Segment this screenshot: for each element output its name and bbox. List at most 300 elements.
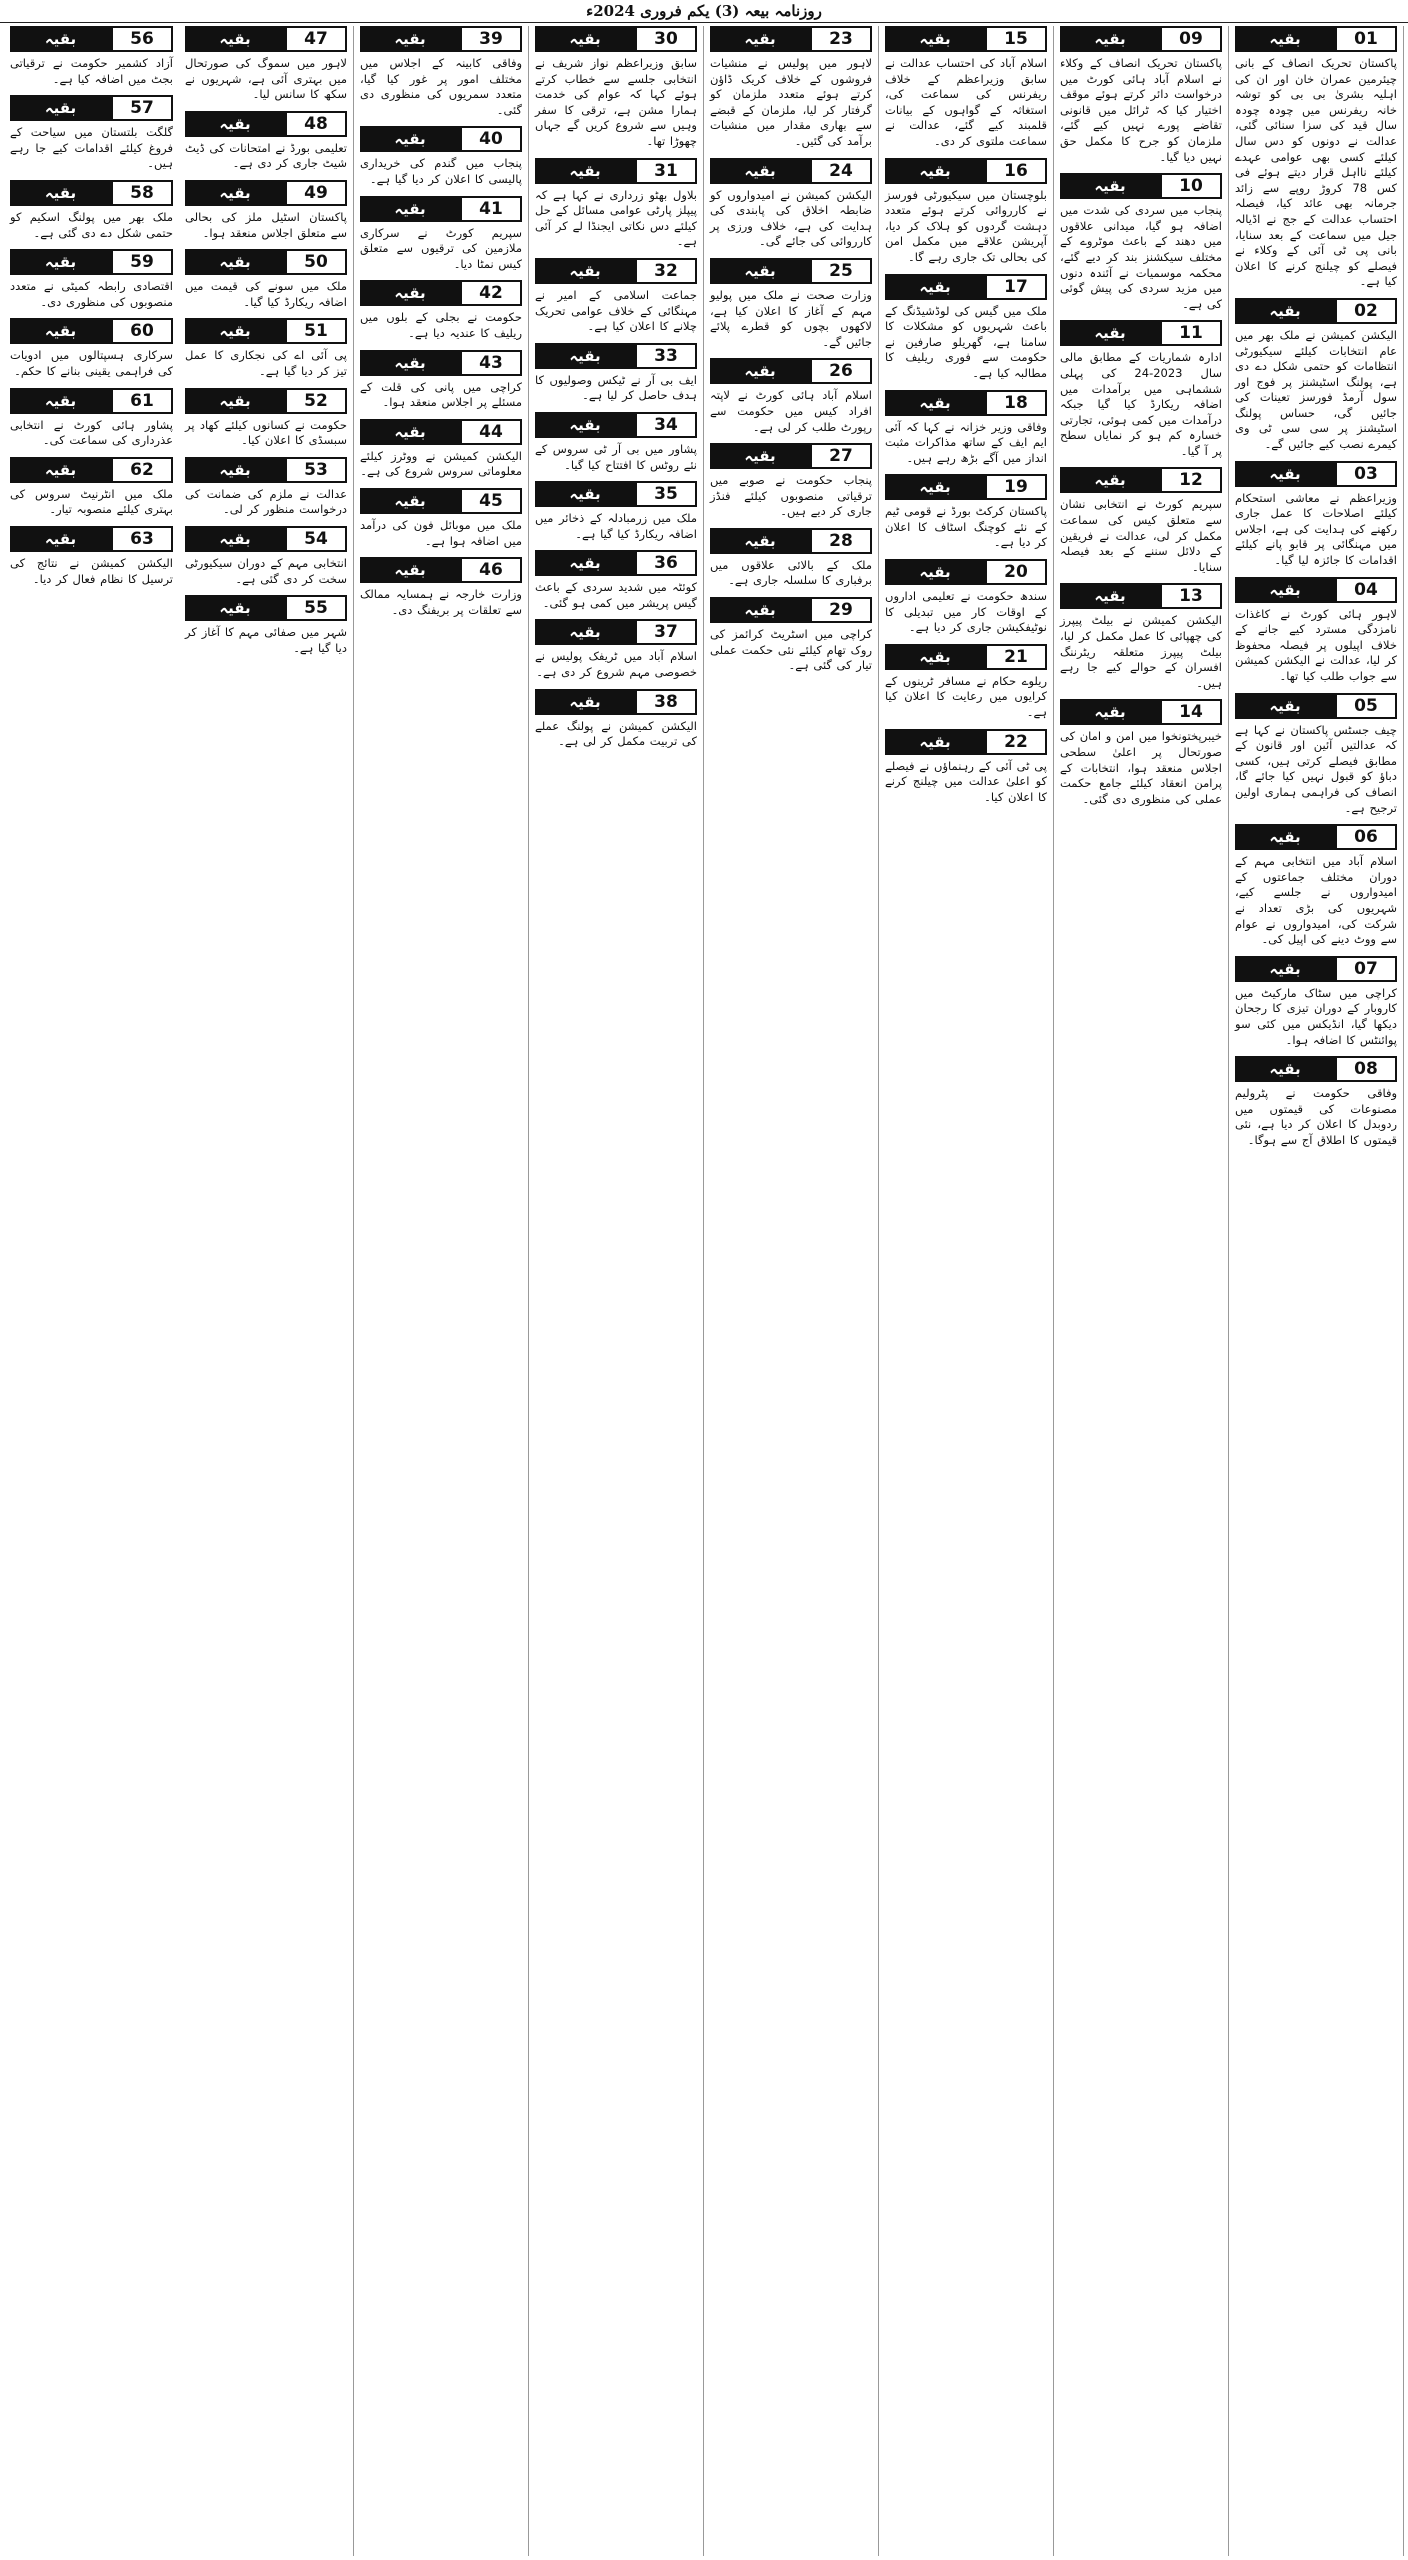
article-text: چیف جسٹس پاکستان نے کہا ہے کہ عدالتیں آئین اور قانون کے مطابق فیصلے کرتی ہیں، کسی دباؤ کو قبول نہیں کیا جائے گا، انصاف کی فراہمی ہماری اولین ترجیح ہے۔ xyxy=(1235,722,1397,815)
article-text: جماعت اسلامی کے امیر نے مہنگائی کے خلاف عوامی تحریک چلانے کا اعلان کیا ہے۔ xyxy=(535,287,697,334)
continuation-number: 18 xyxy=(985,390,1047,416)
continuation-number: 60 xyxy=(111,318,173,344)
continuation-block xyxy=(360,488,522,549)
article-text: کراچی میں پانی کی قلت کے مسئلے پر اجلاس منعقد ہوا۔ xyxy=(360,379,522,410)
continuation-block xyxy=(360,419,522,480)
article-text: الیکشن کمیشن نے پولنگ عملے کی تربیت مکمل کر لی ہے۔ xyxy=(535,718,697,749)
continuation-block xyxy=(710,528,872,589)
continuation-label: بقیہ xyxy=(10,180,111,206)
article-text: سپریم کورٹ نے سرکاری ملازمین کی ترقیوں سے متعلق کیس نمٹا دیا۔ xyxy=(360,225,522,271)
continuation-block xyxy=(1235,1056,1397,1148)
continuation-number: 20 xyxy=(985,559,1047,585)
article-text: وفاقی کابینہ کے اجلاس میں مختلف امور پر غور کیا گیا، متعدد سمریوں کی منظوری دی گئی۔ xyxy=(360,56,522,117)
continuation-block xyxy=(710,158,872,250)
article-text: الیکشن کمیشن نے ووٹرز کیلئے معلوماتی سروس شروع کی ہے۔ xyxy=(360,448,522,479)
continuation-label: بقیہ xyxy=(535,412,635,438)
continuation-number: 01 xyxy=(1335,26,1397,52)
continuation-label: بقیہ xyxy=(185,318,285,344)
continuation-label: بقیہ xyxy=(710,26,810,52)
continuation-tag xyxy=(535,619,697,645)
continuation-tag xyxy=(535,258,697,284)
continuation-number: 63 xyxy=(111,526,173,552)
continuation-block xyxy=(885,474,1047,551)
article-text: پاکستان کرکٹ بورڈ نے قومی ٹیم کے نئے کوچنگ اسٹاف کا اعلان کر دیا ہے۔ xyxy=(885,504,1047,550)
continuation-label: بقیہ xyxy=(10,249,111,275)
continuation-number: 24 xyxy=(810,158,872,184)
continuation-label: بقیہ xyxy=(1060,699,1160,725)
continuation-label: بقیہ xyxy=(10,26,111,52)
article-text: گلگت بلتستان میں سیاحت کے فروغ کیلئے اقدامات کیے جا رہے ہیں۔ xyxy=(10,125,173,171)
continuation-tag xyxy=(1235,577,1397,603)
continuation-number: 17 xyxy=(985,274,1047,300)
continuation-label: بقیہ xyxy=(10,388,111,414)
continuation-tag xyxy=(1060,699,1222,725)
continuation-tag xyxy=(185,595,347,621)
continuation-tag xyxy=(10,95,173,121)
article-text: لاہور ہائی کورٹ نے کاغذات نامزدگی مسترد کیے جانے کے خلاف اپیلوں پر فیصلہ محفوظ کر لیا، عدالت نے الیکشن کمیشن سے جواب طلب کیا تھا۔ xyxy=(1235,606,1397,683)
article-text: ریلوے حکام نے مسافر ٹرینوں کے کرایوں میں رعایت کا اعلان کیا ہے۔ xyxy=(885,673,1047,720)
continuation-label: بقیہ xyxy=(535,258,635,284)
continuation-number: 05 xyxy=(1335,693,1397,719)
continuation-label: بقیہ xyxy=(185,388,285,414)
continuation-tag xyxy=(710,597,872,623)
continuation-number: 55 xyxy=(285,595,347,621)
continuation-tag xyxy=(360,488,522,514)
article-text: حکومت نے بجلی کے بلوں میں ریلیف کا عندیہ دیا ہے۔ xyxy=(360,310,522,340)
continuation-block xyxy=(885,158,1047,266)
continuation-number: 34 xyxy=(635,412,697,438)
continuation-label: بقیہ xyxy=(360,280,460,306)
continuation-label: بقیہ xyxy=(185,526,285,552)
continuation-tag xyxy=(535,481,697,507)
continuation-tag xyxy=(1235,956,1397,982)
continuation-block xyxy=(185,26,347,103)
continuation-label: بقیہ xyxy=(710,158,810,184)
text-column xyxy=(179,26,354,2556)
continuation-block xyxy=(1235,693,1397,817)
continuation-number: 02 xyxy=(1335,298,1397,324)
continuation-label: بقیہ xyxy=(10,526,111,552)
article-text: پشاور ہائی کورٹ نے انتخابی عذرداری کی سماعت کی۔ xyxy=(10,417,173,448)
continuation-number: 11 xyxy=(1160,320,1222,346)
article-text: خیبرپختونخوا میں امن و امان کی صورتحال پر اعلیٰ سطحی اجلاس منعقد ہوا، انتخابات کے پرامن انعقاد کیلئے جامع حکمت عملی کی منظوری دی گئی۔ xyxy=(1060,729,1222,806)
continuation-block xyxy=(535,343,697,404)
continuation-number: 40 xyxy=(460,126,522,152)
continuation-tag xyxy=(535,26,697,52)
text-column xyxy=(354,26,529,2556)
continuation-label: بقیہ xyxy=(1235,298,1335,324)
continuation-label: بقیہ xyxy=(185,249,285,275)
continuation-tag xyxy=(185,388,347,414)
continuation-block xyxy=(10,249,173,310)
continuation-tag xyxy=(360,350,522,376)
continuation-block xyxy=(535,550,697,611)
continuation-number: 26 xyxy=(810,358,872,384)
continuation-number: 14 xyxy=(1160,699,1222,725)
article-text: کراچی میں اسٹریٹ کرائمز کی روک تھام کیلئے نئی حکمت عملی تیار کی گئی ہے۔ xyxy=(710,627,872,673)
continuation-number: 07 xyxy=(1335,956,1397,982)
continuation-tag xyxy=(1235,1056,1397,1082)
continuation-tag xyxy=(185,249,347,275)
continuation-label: بقیہ xyxy=(10,318,111,344)
continuation-block xyxy=(185,180,347,241)
continuation-number: 27 xyxy=(810,443,872,469)
continuation-number: 23 xyxy=(810,26,872,52)
continuation-label: بقیہ xyxy=(10,457,111,483)
article-text: سندھ حکومت نے تعلیمی اداروں کے اوقات کار میں تبدیلی کا نوٹیفکیشن جاری کر دیا ہے۔ xyxy=(885,589,1047,635)
continuation-tag xyxy=(10,249,173,275)
continuation-tag xyxy=(185,111,347,137)
text-column xyxy=(4,26,179,2556)
continuation-block xyxy=(185,595,347,656)
article-text: الیکشن کمیشن نے بیلٹ پیپرز کی چھپائی کا عمل مکمل کر لیا، بیلٹ پیپرز متعلقہ ریٹرننگ افسران کے حوالے کیے جا رہے ہیں۔ xyxy=(1060,613,1222,690)
continuation-number: 58 xyxy=(111,180,173,206)
continuation-label: بقیہ xyxy=(535,619,635,645)
article-text: اسلام آباد کی احتساب عدالت نے سابق وزیراعظم کے خلاف ریفرنس کی سماعت کی، استغاثہ کے گواہوں کے بیانات قلمبند کیے گئے، عدالت نے سماعت ملتوی کر دی۔ xyxy=(885,56,1047,148)
continuation-label: بقیہ xyxy=(1235,577,1335,603)
continuation-tag xyxy=(885,158,1047,184)
continuation-number: 62 xyxy=(111,457,173,483)
continuation-label: بقیہ xyxy=(535,481,635,507)
continuation-block xyxy=(185,318,347,379)
continuation-tag xyxy=(535,412,697,438)
article-text: پاکستان تحریک انصاف کے بانی چیئرمین عمران خان اور ان کی اہلیہ بشریٰ بی بی کو توشہ خانہ ریفرنس میں چودہ چودہ سال قید کی سزا سنائی گئی، عدالت نے دونوں کو دس سال کیلئے کسی بھی عوامی عہدے کیلئے نااہل قرار دیتے ہوئے فی کس 78 کروڑ روپے سے زائد جرمانہ بھی عائد کیا، فیصلہ احتساب عدالت کے جج نے اڈیالہ جیل میں سماعت کے بعد سنایا، بانی پی ٹی آئی کے وکلاء نے فیصلے کو چیلنج کرنے کا اعلان کیا ہے۔ xyxy=(1235,56,1397,289)
article-text: پنجاب میں گندم کی خریداری پالیسی کا اعلان کر دیا گیا ہے۔ xyxy=(360,156,522,186)
continuation-number: 59 xyxy=(111,249,173,275)
continuation-block xyxy=(10,318,173,379)
continuation-block xyxy=(885,274,1047,382)
continuation-number: 53 xyxy=(285,457,347,483)
continuation-number: 06 xyxy=(1335,824,1397,850)
continuation-block xyxy=(1060,583,1222,691)
continuation-number: 57 xyxy=(111,95,173,121)
article-text: ادارہ شماریات کے مطابق مالی سال 2023-24 کی پہلی ششماہی میں برآمدات میں اضافہ ریکارڈ کیا گیا جبکہ درآمدات میں کمی ہوئی، تجارتی خسارہ کم ہو کر نمایاں سطح پر آ گیا۔ xyxy=(1060,350,1223,458)
continuation-label: بقیہ xyxy=(1060,320,1160,346)
continuation-block xyxy=(535,412,697,473)
continuation-number: 03 xyxy=(1335,461,1397,487)
continuation-label: بقیہ xyxy=(1060,467,1160,493)
continuation-tag xyxy=(10,388,173,414)
continuation-number: 52 xyxy=(285,388,347,414)
continuation-number: 33 xyxy=(635,343,697,369)
article-text: ملک بھر میں پولنگ اسکیم کو حتمی شکل دے دی گئی ہے۔ xyxy=(10,209,173,240)
article-text: لاہور میں پولیس نے منشیات فروشوں کے خلاف کریک ڈاؤن کرتے ہوئے متعدد ملزمان کو گرفتار کر لیا، ملزمان کے قبضے سے بھاری مقدار میں منشیات برآمد کی گئیں۔ xyxy=(710,56,872,148)
continuation-tag xyxy=(1060,320,1222,346)
continuation-block xyxy=(1060,699,1222,807)
continuation-tag xyxy=(360,280,522,306)
continuation-tag xyxy=(360,419,522,445)
continuation-block xyxy=(1235,461,1397,569)
continuation-label: بقیہ xyxy=(1235,824,1335,850)
continuation-block xyxy=(10,526,173,587)
continuation-block xyxy=(10,388,173,449)
continuation-tag xyxy=(535,158,697,184)
continuation-block xyxy=(360,196,522,273)
continuation-number: 61 xyxy=(111,388,173,414)
continuation-block xyxy=(10,457,173,518)
continuation-number: 32 xyxy=(635,258,697,284)
continuation-label: بقیہ xyxy=(1235,1056,1335,1082)
continuation-label: بقیہ xyxy=(885,644,985,670)
continuation-number: 09 xyxy=(1160,26,1222,52)
article-text: اسلام آباد ہائی کورٹ نے لاپتہ افراد کیس میں حکومت سے رپورٹ طلب کر لی ہے۔ xyxy=(710,388,872,434)
continuation-tag xyxy=(1060,173,1222,199)
continuation-tag xyxy=(185,26,347,52)
continuation-number: 29 xyxy=(810,597,872,623)
continuation-tag xyxy=(185,318,347,344)
continuation-number: 35 xyxy=(635,481,697,507)
continuation-number: 10 xyxy=(1160,173,1222,199)
continuation-number: 36 xyxy=(635,550,697,576)
continuation-block xyxy=(710,26,872,150)
article-text: ملک میں زرمبادلہ کے ذخائر میں اضافہ ریکارڈ کیا گیا ہے۔ xyxy=(535,511,697,541)
continuation-block xyxy=(885,644,1047,721)
continuation-label: بقیہ xyxy=(185,111,285,137)
continuation-tag xyxy=(535,343,697,369)
continuation-label: بقیہ xyxy=(185,595,285,621)
continuation-block xyxy=(535,619,697,680)
continuation-tag xyxy=(710,528,872,554)
continuation-block xyxy=(10,95,173,172)
continuation-tag xyxy=(360,557,522,583)
continuation-block xyxy=(535,258,697,335)
continuation-number: 54 xyxy=(285,526,347,552)
article-text: انتخابی مہم کے دوران سیکیورٹی سخت کر دی گئی ہے۔ xyxy=(185,555,347,586)
continuation-block xyxy=(535,481,697,542)
continuation-label: بقیہ xyxy=(1235,461,1335,487)
continuation-tag xyxy=(710,258,872,284)
article-text: وزارت صحت نے ملک میں پولیو مہم کے آغاز کا اعلان کیا ہے، لاکھوں بچوں کو قطرے پلائے جائیں گے۔ xyxy=(710,287,872,349)
continuation-number: 15 xyxy=(985,26,1047,52)
continuation-block xyxy=(185,111,347,172)
continuation-tag xyxy=(710,358,872,384)
continuation-label: بقیہ xyxy=(185,457,285,483)
continuation-number: 46 xyxy=(460,557,522,583)
continuation-tag xyxy=(360,196,522,222)
continuation-label: بقیہ xyxy=(885,559,985,585)
continuation-block xyxy=(360,280,522,341)
article-text: پی ٹی آئی کے رہنماؤں نے فیصلے کو اعلیٰ عدالت میں چیلنج کرنے کا اعلان کیا۔ xyxy=(885,758,1047,804)
continuation-block xyxy=(710,358,872,435)
continuation-block xyxy=(1060,26,1222,165)
article-text: پنجاب میں سردی کی شدت میں اضافہ ہو گیا، میدانی علاقوں میں دھند کے باعث موٹروے کے مختلف سیکشنز بند کر دیے گئے، محکمہ موسمیات نے آئندہ دنوں میں مزید سردی کی پیش گوئی کی ہے۔ xyxy=(1060,203,1222,311)
article-text: ملک میں موبائل فون کی درآمد میں اضافہ ہوا ہے۔ xyxy=(360,517,522,548)
continuation-block xyxy=(885,559,1047,636)
continuation-tag xyxy=(1235,461,1397,487)
article-text: ملک کے بالائی علاقوں میں برفباری کا سلسلہ جاری ہے۔ xyxy=(710,557,872,588)
continuation-label: بقیہ xyxy=(535,26,635,52)
article-text: اقتصادی رابطہ کمیٹی نے متعدد منصوبوں کی منظوری دی۔ xyxy=(10,279,173,309)
continuation-block xyxy=(885,26,1047,150)
continuation-label: بقیہ xyxy=(360,557,460,583)
article-text: وفاقی وزیر خزانہ نے کہا کہ آئی ایم ایف کے ساتھ مذاکرات مثبت انداز میں آگے بڑھ رہے ہیں۔ xyxy=(885,419,1047,465)
article-text: اسلام آباد میں انتخابی مہم کے دوران مختلف جماعتوں کے امیدواروں نے جلسے کیے، شہریوں کی بڑی تعداد نے شرکت کی، امیدواروں نے عوام سے ووٹ دینے کی اپیل کی۔ xyxy=(1235,854,1397,947)
continuation-label: بقیہ xyxy=(10,95,111,121)
continuation-block xyxy=(185,526,347,587)
continuation-number: 38 xyxy=(635,689,697,715)
continuation-label: بقیہ xyxy=(1235,956,1335,982)
continuation-tag xyxy=(360,126,522,152)
continuation-tag xyxy=(710,26,872,52)
article-text: پاکستان اسٹیل ملز کی بحالی سے متعلق اجلاس منعقد ہوا۔ xyxy=(185,209,347,240)
continuation-number: 49 xyxy=(285,180,347,206)
continuation-label: بقیہ xyxy=(885,729,985,755)
continuation-number: 50 xyxy=(285,249,347,275)
article-text: سرکاری ہسپتالوں میں ادویات کی فراہمی یقینی بنانے کا حکم۔ xyxy=(10,348,173,378)
continuation-number: 39 xyxy=(460,26,522,52)
continuation-tag xyxy=(1235,298,1397,324)
article-text: کراچی میں سٹاک مارکیٹ میں کاروبار کے دوران تیزی کا رجحان دیکھا گیا، انڈیکس میں کئی سو پوائنٹس کا اضافہ ہوا۔ xyxy=(1235,985,1397,1047)
article-text: الیکشن کمیشن نے امیدواروں کو ضابطہ اخلاق کی پابندی کی ہدایت کی ہے، خلاف ورزی پر کارروائی کی جائے گی۔ xyxy=(710,187,872,249)
text-column xyxy=(879,26,1054,2556)
continuation-block xyxy=(710,258,872,350)
continuation-label: بقیہ xyxy=(360,488,460,514)
continuation-block xyxy=(360,350,522,411)
article-text: شہر میں صفائی مہم کا آغاز کر دیا گیا ہے۔ xyxy=(185,625,347,655)
continuation-block xyxy=(1235,26,1397,290)
continuation-tag xyxy=(185,526,347,552)
continuation-label: بقیہ xyxy=(885,390,985,416)
continuation-label: بقیہ xyxy=(360,350,460,376)
continuation-tag xyxy=(885,390,1047,416)
article-text: ملک میں انٹرنیٹ سروس کی بہتری کیلئے منصوبہ تیار۔ xyxy=(10,486,173,517)
continuation-number: 04 xyxy=(1335,577,1397,603)
article-text: ملک میں سونے کی قیمت میں اضافہ ریکارڈ کیا گیا۔ xyxy=(185,279,347,309)
continuation-number: 31 xyxy=(635,158,697,184)
continuation-number: 41 xyxy=(460,196,522,222)
article-text: وزارت خارجہ نے ہمسایہ ممالک سے تعلقات پر بریفنگ دی۔ xyxy=(360,587,522,617)
article-text: عدالت نے ملزم کی ضمانت کی درخواست منظور کر لی۔ xyxy=(185,486,347,517)
text-column xyxy=(529,26,704,2556)
continuation-tag xyxy=(10,26,173,52)
article-text: وفاقی حکومت نے پٹرولیم مصنوعات کی قیمتوں میں ردوبدل کا اعلان کر دیا ہے، نئی قیمتوں کا اطلاق آج سے ہوگا۔ xyxy=(1235,1086,1397,1147)
continuation-block xyxy=(185,457,347,518)
continuation-tag xyxy=(535,689,697,715)
continuation-label: بقیہ xyxy=(535,158,635,184)
continuation-number: 42 xyxy=(460,280,522,306)
continuation-block xyxy=(885,729,1047,806)
continuation-block xyxy=(10,180,173,241)
continuation-tag xyxy=(885,729,1047,755)
article-text: بلوچستان میں سیکیورٹی فورسز نے کارروائی کرتے ہوئے متعدد دہشت گردوں کو ہلاک کر دیا، آپریشن علاقے میں مکمل امن کی بحالی تک جاری رہے گا۔ xyxy=(885,187,1047,264)
continuation-number: 43 xyxy=(460,350,522,376)
continuation-block xyxy=(1060,467,1222,575)
text-column xyxy=(1054,26,1229,2556)
newspaper-page xyxy=(4,26,1404,2556)
continuation-number: 08 xyxy=(1335,1056,1397,1082)
article-text: حکومت نے کسانوں کیلئے کھاد پر سبسڈی کا اعلان کیا۔ xyxy=(185,417,347,448)
continuation-tag xyxy=(185,180,347,206)
continuation-label: بقیہ xyxy=(885,474,985,500)
continuation-label: بقیہ xyxy=(885,158,985,184)
continuation-label: بقیہ xyxy=(360,196,460,222)
continuation-block xyxy=(10,26,173,87)
continuation-block xyxy=(1235,824,1397,948)
continuation-number: 12 xyxy=(1160,467,1222,493)
continuation-number: 13 xyxy=(1160,583,1222,609)
article-text: ملک میں گیس کی لوڈشیڈنگ کے باعث شہریوں کو مشکلات کا سامنا ہے، گھریلو صارفین نے حکومت سے فوری ریلیف کا مطالبہ کیا ہے۔ xyxy=(885,303,1047,380)
continuation-label: بقیہ xyxy=(710,528,810,554)
article-text: وزیراعظم نے معاشی استحکام کیلئے اصلاحات کا عمل جاری رکھنے کی ہدایت کی ہے، اجلاس میں مہنگائی پر قابو پانے کیلئے اقدامات کا جائزہ لیا گیا۔ xyxy=(1235,490,1397,568)
continuation-number: 21 xyxy=(985,644,1047,670)
article-text: پاکستان تحریک انصاف کے وکلاء نے اسلام آباد ہائی کورٹ میں درخواست دائر کرتے ہوئے موقف اختیار کیا کہ ٹرائل میں قانونی تقاضے پورے نہیں کیے گئے، ملزمان کو جرح کا مکمل حق نہیں دیا گیا۔ xyxy=(1060,56,1222,164)
continuation-number: 16 xyxy=(985,158,1047,184)
continuation-number: 44 xyxy=(460,419,522,445)
article-text: پشاور میں بی آر ٹی سروس کے نئے روٹس کا افتتاح کیا گیا۔ xyxy=(535,441,697,472)
text-column xyxy=(1229,26,1404,2556)
article-text: پنجاب حکومت نے صوبے میں ترقیاتی منصوبوں کیلئے فنڈز جاری کر دیے ہیں۔ xyxy=(710,473,872,519)
continuation-tag xyxy=(885,559,1047,585)
continuation-block xyxy=(1060,320,1222,459)
continuation-number: 51 xyxy=(285,318,347,344)
continuation-label: بقیہ xyxy=(710,258,810,284)
continuation-tag xyxy=(10,526,173,552)
article-text: ایف بی آر نے ٹیکس وصولیوں کا ہدف حاصل کر لیا ہے۔ xyxy=(535,372,697,403)
article-text: سپریم کورٹ نے انتخابی نشان سے متعلق کیس کی سماعت مکمل کر لی، عدالت نے فریقین کے دلائل سننے کے بعد فیصلہ سنایا۔ xyxy=(1060,497,1222,574)
continuation-tag xyxy=(885,474,1047,500)
continuation-label: بقیہ xyxy=(360,419,460,445)
continuation-block xyxy=(360,557,522,618)
continuation-label: بقیہ xyxy=(1060,583,1160,609)
continuation-block xyxy=(185,388,347,449)
continuation-tag xyxy=(885,26,1047,52)
article-text: سابق وزیراعظم نواز شریف نے انتخابی جلسے سے خطاب کرتے ہوئے کہا کہ عوام کی خدمت ہمارا مشن ہے، ترقی کا سفر وہیں سے شروع کریں گے جہاں چھوڑا تھا۔ xyxy=(535,56,697,148)
continuation-tag xyxy=(535,550,697,576)
continuation-block xyxy=(1235,298,1397,453)
article-text: آزاد کشمیر حکومت نے ترقیاتی بجٹ میں اضافہ کیا ہے۔ xyxy=(10,56,173,86)
continuation-tag xyxy=(1060,26,1222,52)
continuation-tag xyxy=(10,457,173,483)
continuation-label: بقیہ xyxy=(1060,26,1160,52)
continuation-block xyxy=(360,26,522,118)
continuation-block xyxy=(710,443,872,520)
continuation-label: بقیہ xyxy=(710,358,810,384)
continuation-block xyxy=(1235,956,1397,1048)
continuation-block xyxy=(535,689,697,750)
continuation-label: بقیہ xyxy=(1235,693,1335,719)
continuation-number: 56 xyxy=(111,26,173,52)
continuation-tag xyxy=(1235,693,1397,719)
continuation-label: بقیہ xyxy=(710,597,810,623)
article-text: الیکشن کمیشن نے نتائج کی ترسیل کا نظام فعال کر دیا۔ xyxy=(10,555,173,586)
continuation-tag xyxy=(710,443,872,469)
text-column xyxy=(704,26,879,2556)
continuation-block xyxy=(360,126,522,187)
continuation-block xyxy=(1235,577,1397,685)
continuation-label: بقیہ xyxy=(535,343,635,369)
article-text: بلاول بھٹو زرداری نے کہا ہے کہ پیپلز پارٹی عوامی مسائل کے حل کیلئے دس نکاتی ایجنڈا لے کر آئی ہے۔ xyxy=(535,187,697,249)
article-text: تعلیمی بورڈ نے امتحانات کی ڈیٹ شیٹ جاری کر دی ہے۔ xyxy=(185,140,347,171)
continuation-label: بقیہ xyxy=(360,126,460,152)
continuation-tag xyxy=(1235,26,1397,52)
continuation-number: 45 xyxy=(460,488,522,514)
continuation-block xyxy=(535,26,697,150)
continuation-number: 28 xyxy=(810,528,872,554)
continuation-tag xyxy=(1060,467,1222,493)
continuation-number: 22 xyxy=(985,729,1047,755)
article-text: کوئٹہ میں شدید سردی کے باعث گیس پریشر میں کمی ہو گئی۔ xyxy=(535,580,697,610)
continuation-tag xyxy=(1235,824,1397,850)
continuation-number: 47 xyxy=(285,26,347,52)
continuation-tag xyxy=(360,26,522,52)
continuation-label: بقیہ xyxy=(185,180,285,206)
article-text: اسلام آباد میں ٹریفک پولیس نے خصوصی مہم شروع کر دی ہے۔ xyxy=(535,649,697,680)
continuation-tag xyxy=(10,180,173,206)
continuation-label: بقیہ xyxy=(885,274,985,300)
continuation-label: بقیہ xyxy=(535,689,635,715)
continuation-number: 37 xyxy=(635,619,697,645)
continuation-number: 30 xyxy=(635,26,697,52)
